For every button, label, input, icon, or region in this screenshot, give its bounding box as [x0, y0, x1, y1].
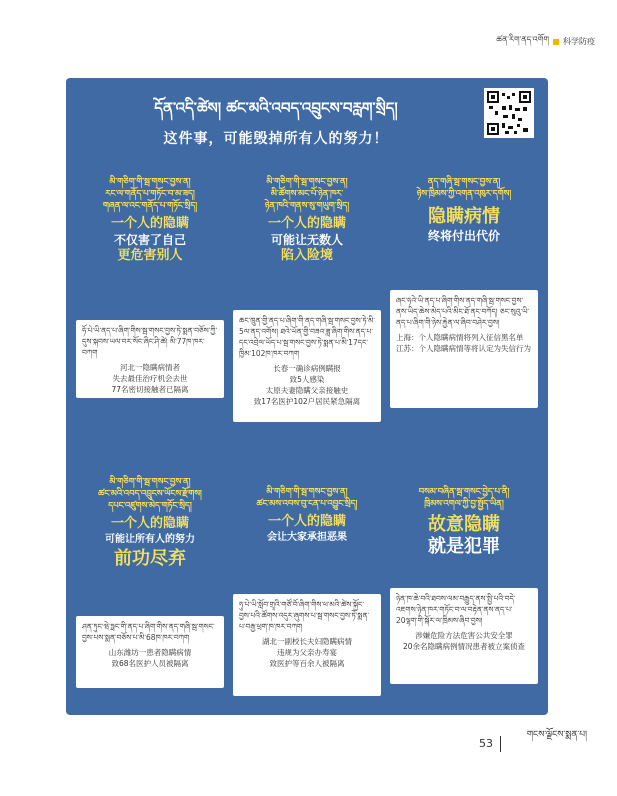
section-6-card-line-2: 20余名隐瞒病例情况患者被立案侦查: [402, 642, 526, 651]
section-1-heading-2: 不仅害了自己: [113, 233, 186, 247]
section-5-card-line-3: 致医护等百余人被隔离: [269, 659, 345, 668]
section-3-card-line-1: 上海：个人隐瞒病情将列入征信黑名单: [396, 333, 524, 342]
section-4-tib-line-2: ཚང་མའི་འབད་འབྲུངས་ཡོངས་རྫོགས།: [98, 489, 202, 499]
section-6-card: [390, 588, 538, 684]
section-2-card-tibetan: ཆང་ཁྲུན་གྱི་ནད་པ་ཞིག་གི་ནད་གཞི་སྦ་གསང་བྱས་ཏེ་མི་5ལ་ནད་འགོས། ཐའེ་ཡོན་གྱི་བཟའ་ཟླ་ཞིག་གིས་ནད་པ་དང་འབྲེལ་ཡོད་པ་སྦ་གསང་བྱས་ཏེ་སྨན་པ་མི་17དང་ཁྱིམ་102ཁ་ཁར་བཀག: [239, 316, 375, 358]
section-6-tib-line-2: ཁྲིམས་འགལ་ཀྱི་བྱ་སྤྱོད་ཡིན།: [424, 499, 504, 509]
section-2-card-line-4: 致17名医护102户居民紧急隔离: [253, 397, 361, 406]
section-4-card-tibetan: ཤན་ཏུང་ཝེ་ཧྥང་གི་ནད་པ་ཞིག་གིས་ནད་གཞི་སྦ་གསང་བྱས་པས་སྨན་བཅོས་པ་མི་68ཁ་ཁར་བཀག: [82, 622, 215, 642]
section-4: [76, 476, 224, 570]
section-6-heading-2: 就是犯罪: [428, 536, 500, 557]
section-3: [390, 176, 538, 244]
section-3-tib-line-1: ནད་གཞི་སྦ་གསང་བྱས་ན།: [427, 177, 501, 187]
section-1-heading-3: 更危害别人: [117, 248, 183, 263]
section-2-tib-line-1: མི་གཅིག་གི་སྦ་གསང་བྱས་ན།: [266, 177, 348, 187]
section-4-heading-2: 可能让所有人的努力: [105, 534, 195, 545]
section-5-card-line-1: 湖北一副校长夫妇隐瞒病情: [262, 637, 352, 646]
section-2-heading-3: 陷入险境: [280, 248, 333, 263]
title-chinese: 这件事，可能毁掉所有人的努力！: [163, 131, 389, 147]
section-2-heading-1: 一个人的隐瞒: [267, 216, 346, 231]
section-3-tib-line-2: ཉེས་ཁྲིམས་ཀྱི་འགན་འཁུར་དགོས།: [416, 189, 512, 199]
title-tibetan: དོན་འདི་ཚེས། ཚང་མའི་འབད་འབྲུངས་བརླག་སྲིད།: [154, 99, 398, 117]
page-number: 53: [479, 737, 493, 750]
section-2-card-line-3: 太原夫妻隐瞒父亲接触史: [265, 386, 349, 395]
section-5: [233, 486, 381, 546]
section-4-card-line-1: 山东潍坊一患者隐瞒病情: [108, 648, 192, 657]
section-2-card: [233, 310, 381, 422]
section-6: [390, 486, 538, 558]
section-3-card: [390, 290, 538, 408]
section-5-heading-2: 会让大家承担恶果: [267, 532, 347, 543]
section-1-tib-line-3: གཞན་ལ་འང་གནོད་པ་གཏོང་སྲིད།: [102, 201, 198, 211]
section-6-card-tibetan: ཉེན་ཁ་ཆེ་བའི་ཐབས་ལམ་བརྒྱུད་ནས་སྤྱི་པའི་བདེ་འཇགས་ཉེན་ཁར་གཏོང་བ་ལ་བརྟེན་ནས་ནད་པ་20ལྷག་གི་སྐོར་ལ་ཁྲིམས་ཞིབ་བྱས།: [396, 594, 516, 625]
section-5-card-tibetan: ཧུ་པེ་ཡི་སློབ་གྲྭའི་གཙོ་བོ་ཞིག་གིས་ཕ་མའི་ཚེས་སྐྱོང་བྱས་པའི་ཚོགས་འདུར་ཞུགས་པ་སྦ་གསང་བྱས་ཏེ་སྨན་པ་བརྒྱ་ཕྲག་ཁ་ཁར་བཀག: [239, 600, 370, 631]
section-1-card-line-2: 失去最佳治疗机会去世: [112, 374, 188, 383]
section-4-card: [76, 616, 224, 688]
section-4-tib-line-1: མི་གཅིག་གི་སྦ་གསང་བྱས་ན།: [109, 477, 191, 487]
section-2-card-line-2: 致5人感染: [289, 375, 325, 384]
footer-divider: [500, 736, 501, 752]
section-1-card-line-3: 77名密切接触者已隔离: [111, 385, 189, 394]
section-1-tib-line-2: རང་ལ་གནོད་པ་གཏོང་བ་མ་ཟད།: [105, 189, 195, 199]
section-2-tib-line-3: ཉེན་ཁའི་གནས་སུ་གཡུག་སྲིད།: [264, 201, 350, 211]
section-4-heading-3: 前功尽弃: [114, 548, 186, 569]
section-3-heading-2: 终将付出代价: [427, 229, 500, 243]
magazine-name-tibetan: ཚན་རིག་ནད་འགོག: [496, 35, 549, 44]
section-5-card-line-2: 违规为父亲办寿宴: [277, 648, 337, 657]
section-6-card-line-1: 涉嫌危险方法危害公共安全罪: [415, 631, 513, 640]
section-1-card-tibetan: ཧོ་པེ་ཡི་ནད་པ་ཞིག་གིས་སྦ་གསང་བྱས་ཏེ་སྨན་བཅོས་ཀྱི་དུས་སྐབས་ཡལ་བར་སོང་ཞིང་ཤི་ཚེ། མི་77ཁ་ཁར་བཀག: [82, 326, 218, 357]
section-5-card: [233, 594, 381, 696]
section-1-heading-1: 一个人的隐瞒: [110, 216, 189, 231]
qr-code-icon: [487, 91, 531, 135]
section-5-heading-1: 一个人的隐瞒: [267, 514, 346, 529]
section-4-heading-1: 一个人的隐瞒: [110, 516, 189, 531]
section-1-tib-line-1: མི་གཅིག་གི་སྦ་གསང་བྱས་ན།: [109, 177, 191, 187]
section-2-card-line-1: 长春一确诊病例瞒报: [273, 364, 341, 373]
section-5-tib-line-2: ཚང་མས་འབས་བུ་ངན་པ་འབྱུང་སྲིད།: [256, 499, 358, 509]
magazine-section-name: 科学防疫: [563, 37, 595, 46]
section-1: [76, 176, 224, 264]
section-marker: [553, 39, 559, 45]
section-3-card-line-2: 江苏：个人隐瞒病情等将认定为失信行为: [396, 344, 531, 353]
section-6-heading-1: 故意隐瞒: [428, 514, 500, 535]
section-5-tib-line-1: མི་གཅིག་གི་སྦ་གསང་བྱས་ན།: [266, 487, 348, 497]
section-3-heading-1: 隐瞒病情: [428, 206, 500, 227]
section-2: [233, 176, 381, 264]
magazine-header: [496, 30, 595, 53]
section-3-card-tibetan: ཞང་ཧའེ་ཡི་ནད་པ་ཞིག་གིས་ནད་གཞི་སྦ་གསང་བྱས་ནས་ཡིད་ཆེས་མེད་པའི་མིང་ཐོ་ནང་བཀོད། ཅང་སུའུ་ཡི་ནད་པ་ཞིག་གི་ཉེས་རྐྱེན་ལ་ཞིབ་བཤེར་བྱས།: [396, 296, 530, 327]
section-2-heading-2: 可能让无数人: [270, 233, 343, 247]
section-6-tib-line-1: བསམ་བཞིན་སྦ་གསང་བྱེད་པ་ནི།: [418, 487, 510, 497]
section-4-tib-line-3: དཔང་འཛུགས་མེད་གཏོང་སྲིད།: [108, 501, 192, 511]
section-1-card: [76, 320, 224, 398]
article-panel: [66, 78, 548, 715]
section-1-card-line-1: 河北一隐瞒病情者: [120, 363, 180, 372]
section-2-tib-line-2: མི་ཚོགས་མང་པོ་ཉེན་ཁར་: [270, 189, 344, 199]
footer-magazine-name: གངས་ལྗོངས་སྨན་པ།: [526, 730, 587, 740]
section-4-card-line-2: 致68名医护人员被隔离: [111, 659, 189, 668]
qr-code[interactable]: [484, 88, 534, 138]
